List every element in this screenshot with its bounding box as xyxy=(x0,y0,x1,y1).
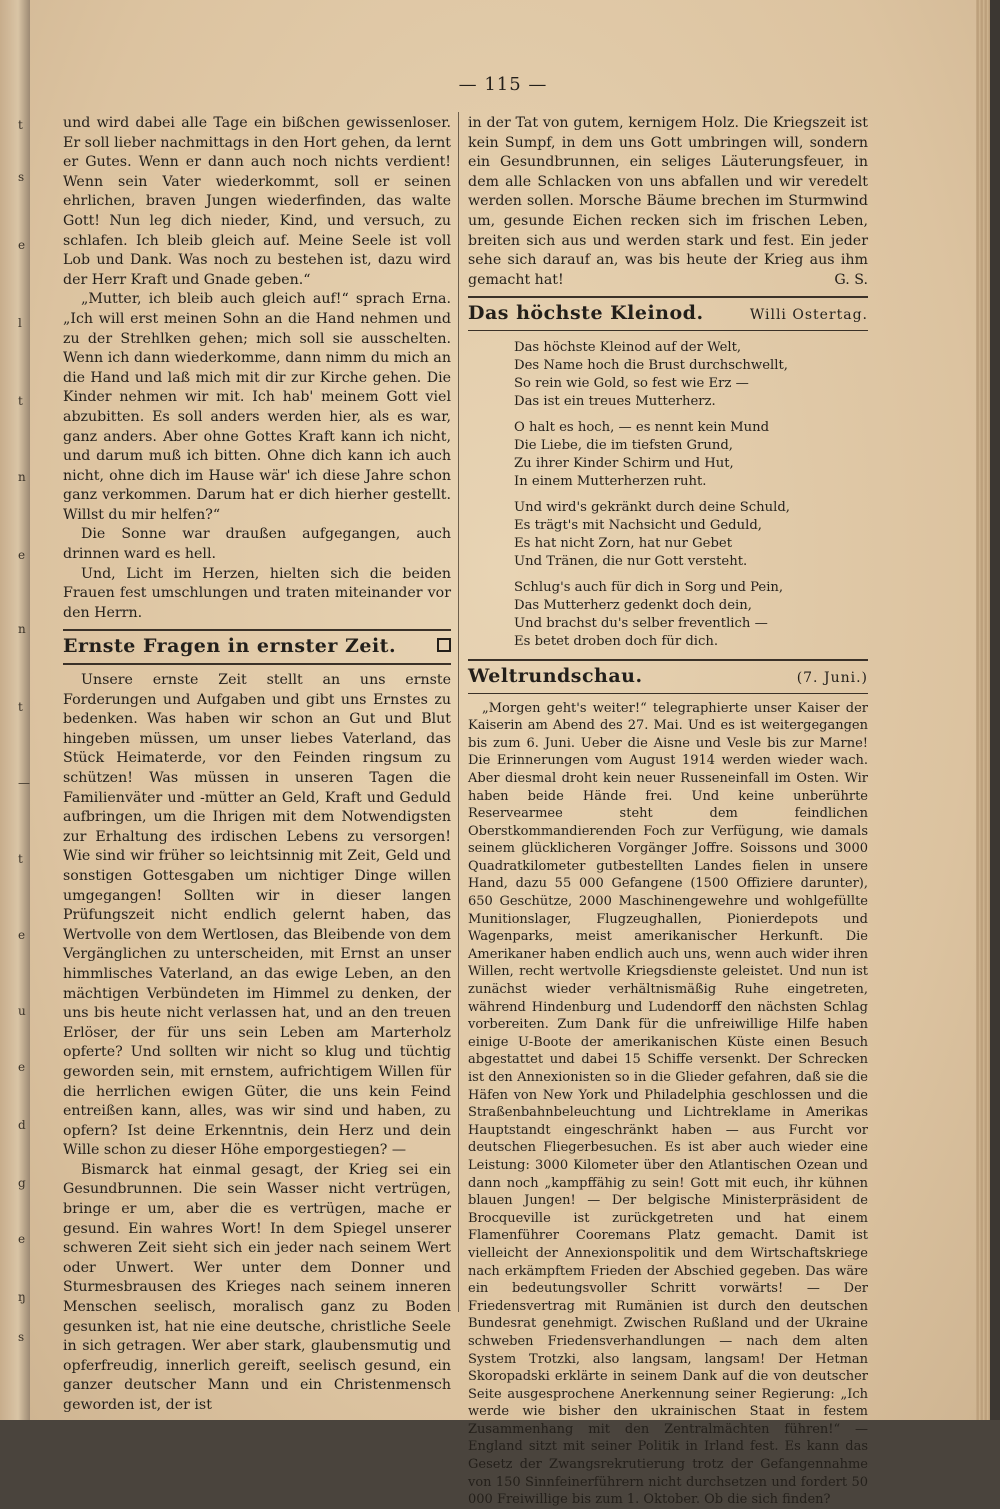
sliver-mark: e xyxy=(18,238,26,252)
book-page xyxy=(30,0,976,1508)
column-divider xyxy=(458,112,459,1312)
story-paragraph: „Mutter, ich bleib auch gleich auf!“ sprach Erna. „Ich will erst meinen Sohn an die Hand nehmen und zu der Strehlken gehen; mich soll sie ausschelten. Wenn ich dann wiederkomme, dann nimm du mich an die Hand und laß mich mit dir zur Kirche gehen. Die Kinder nehmen wir mit. Ich hab' meinem Gott viel abzubitten. Es soll anders werden hier, als es war, ganz anders. Aber ohne Gottes Kraft kann ich nicht, und darum muß ich bitten. Ohne dich kann ich auch nicht, ohne dich im Hause wär' ich diese Jahre schon ganz verkommen. Darum hat er dich hierher gestellt. Willst du mir helfen?“ xyxy=(63,291,451,523)
poem-line: Und wird's gekränkt durch deine Schuld, xyxy=(514,499,790,515)
poem-line: Die Liebe, die im tiefsten Grund, xyxy=(514,437,733,453)
sliver-mark: s xyxy=(18,1330,25,1344)
author-initials: G. S. xyxy=(834,271,868,288)
sliver-mark: e xyxy=(18,928,26,942)
section-rule xyxy=(63,629,451,631)
story-paragraph: und wird dabei alle Tage ein bißchen gewissenloser. Er soll lieber nachmittags in den Hort gehen, da lernt er Gutes. Wenn er dann auch noch nichts verdient! Wenn sein Vater wiederkommt, soll er seinen ehrlichen, braven Jungen wiederfinden, das walte Gott! Nun leg dich nieder, Kind, und versuch, zu schlafen. Ich bleib gleich auf. Meine Seele ist voll Lob und Dank. Was noch zu bestehen ist, dazu wird der Herr Kraft und Gnade geben.“ xyxy=(63,115,451,288)
poem-line: Es betet droben doch für dich. xyxy=(514,633,719,649)
poem-stanza xyxy=(514,499,868,571)
adjacent-page-edge xyxy=(0,0,30,1420)
sliver-mark: s xyxy=(18,170,25,184)
news-paragraph: „Morgen geht's weiter!“ telegraphierte unser Kaiser der Kaiserin am Abend des 27. Mai. Und es ist weitergegangen bis zum 6. Juni. Ueber die Aisne und Vesle bis zur Marne! Die Erinnerungen vom August 1914 werden wieder wach. Aber diesmal droht kein neuer Russeneinfall im Osten. Wir haben beide Hände frei. Und keine unberührte Reservearmee steht dem feindlichen Oberstkommandierenden Foch zur Verfügung, wie damals seinem glücklicheren Vorgänger Joffre. Soissons und 3000 Quadratkilometer gutbestellten Landes fielen in unsere Hand, dazu 55 000 Gefangene (1500 Offiziere darunter), 650 Geschütze, 2000 Maschinengewehre und wohlgefüllte Munitionslager, Flugzeughallen, Pionierdepots und Wagenparks, meist amerikanischer Herkunft. Die Amerikaner haben endlich auch uns, wenn auch wider ihren Willen, recht wertvolle Kriegsdienste geleistet. Und nun ist zunächst wieder verhältnismäßig Ruhe eingetreten, während Hindenburg und Ludendorff den nächsten Schlag vorbereiten. Zum Dank für die unfreiwillige Hilfe haben einige U-Boote der amerikanischen Küste einen Besuch abgestattet und dabei 15 Schiffe versenkt. Der Schrecken ist den Annexionisten so in die Glieder gefahren, daß sie die Häfen von New York und Philadelphia geschlossen und die Straßenbahnbeleuchtung und Lichtreklame in Amerikas Hauptstandt eingeschränkt haben — aus Furcht vor deutschen Fliegerbesuchen. Es ist aber auch wieder eine Leistung: 3000 Kilometer über den Atlantischen Ozean und dann noch „kampffähig zu sein! Gott mit euch, ihr kühnen blauen Jungen! — Der belgische Ministerpräsident de Brocqueville ist zurückgetreten und hat einem Flamenführer Cooremans Platz gemacht. Damit ist vielleicht der Annexionspolitik und dem Wirtschaftskriege nach erkämpftem Frieden der Abschied gegeben. Das wäre ein bedeutungsvoller Schritt vorwärts! — Der Friedensvertrag mit Rumänien ist durch den deutschen Bundesrat genehmigt. Zwischen Rußland und der Ukraine schweben Friedensverhandlungen — nach dem alten System Trotzki, also langsam, langsam! Der Hetman Skoropadski erklärte in seinem Dank auf die von deutscher Seite ausgesprochene Anerkennung seiner Regierung: „Ich werde wie bisher den ukrainischen Staat in festem Zusammenhang mit den Zentralmächten führen!“ — England sitzt mit seiner Politik in Irland fest. Es kann das Gesetz der Zwangsrekrutierung trotz der Gefangennahme von 150 Sinnfeinerführern nicht durchsetzen und fordert 50 000 Freiwillige bis zum 1. Oktober. Ob die sich finden? xyxy=(468,700,868,1508)
poem-line: Das Mutterherz gedenkt doch dein, xyxy=(514,597,752,613)
poem-line: Und brachst du's selber freventlich — xyxy=(514,615,768,631)
section-rule xyxy=(468,693,868,694)
poem-line: Schlug's auch für dich in Sorg und Pein, xyxy=(514,579,784,595)
sliver-mark: u xyxy=(18,1004,26,1018)
left-column xyxy=(63,114,451,1416)
section-title: Ernste Fragen in ernster Zeit. xyxy=(63,635,397,658)
news-heading xyxy=(468,664,868,689)
essay-continuation xyxy=(468,114,868,290)
sliver-mark: — xyxy=(18,776,30,790)
poem-title: Das höchste Kleinod. xyxy=(468,302,704,325)
sliver-mark: n xyxy=(18,470,26,484)
essay-paragraph: Bismarck hat einmal gesagt, der Krieg sei ein Gesundbrunnen. Die sein Wasser nicht vertrügen, bringe er um, aber die es vertrügen, mache er gesund. Ein wahres Wort! In dem Spiegel unserer schweren Zeit sieht sich ein jeder nach seinem Wert oder Unwert. Wer unter dem Donner und Sturmesbrausen des Krieges nach seinem inneren Menschen seelisch, moralisch ganz zu Boden gesunken ist, hat nie eine deutsche, christliche Seele in sich getragen. Wer aber stark, glaubensmutig und opferfreudig, innerlich gereift, seelisch gesund, ein ganzer deutscher Mann und ein Christenmensch geworden ist, der ist xyxy=(63,1161,451,1413)
poem-stanza xyxy=(514,419,868,491)
sliver-mark: e xyxy=(18,1232,26,1246)
essay-paragraph: Unsere ernste Zeit stellt an uns ernste Forderungen und Aufgaben und gibt uns Ernstes zu bedenken. Was haben wir schon an Gut und Blut hingeben müssen, um unser liebes Vaterland, das Stück Heimaterde, vor den Feinden ringsum zu schützen! Was müssen in unseren Tagen die Familienväter und -mütter an Geld, Kraft und Geduld aufbringen, um die Ihrigen mit dem Notwendigsten zur Erhaltung des irdischen Lebens zu versorgen! Wie sind wir früher so leichtsinnig mit Zeit, Geld und sonstigen Gottesgaben um nichtiger Dinge willen umgegangen! Sollten wir in dieser langen Prüfungszeit nicht endlich gelernt haben, das Wertvolle von dem Wertlosen, das Bleibende von dem Vergänglichen zu unterscheiden, mit Ernst an unser himmlisches Vaterland, an das ewige Leben, an den mächtigen Verbündeten im Himmel zu denken, der uns bis heute nicht verlassen hat, und an den treuen Erlöser, der für uns sein Leben am Marterholz opferte? Und sollten wir nicht so klug und tüchtig geworden sein, mit ernstem, aufrichtigem Willen für die herrlichen ewigen Güter, die uns kein Feind entreißen kann, alles, was wir sind und haben, zu opfern? Ist deine Erkenntnis, dein Herz und dein Wille schon zu dieser Höhe emporgestiegen? — xyxy=(63,672,451,1159)
poem-heading xyxy=(468,304,868,326)
poem-line: Das ist ein treues Mutterherz. xyxy=(514,393,716,409)
poem-line: In einem Mutterherzen ruht. xyxy=(514,473,707,489)
poem-line: Des Name hoch die Brust durchschwellt, xyxy=(514,357,788,373)
poem-author: Willi Ostertag. xyxy=(749,307,868,324)
sliver-mark: t xyxy=(18,700,23,714)
section-rule xyxy=(468,296,868,298)
sliver-mark: d xyxy=(18,1118,26,1132)
poem-line: Und Tränen, die nur Gott versteht. xyxy=(514,553,748,569)
section-heading xyxy=(63,637,451,657)
poem-line: Das höchste Kleinod auf der Welt, xyxy=(514,339,742,355)
news-title: Weltrundschau. xyxy=(468,664,643,687)
sliver-mark: e xyxy=(18,1060,26,1074)
right-column xyxy=(468,114,868,1509)
poem-line: So rein wie Gold, so fest wie Erz — xyxy=(514,375,749,391)
section-rule xyxy=(63,663,451,665)
section-rule xyxy=(468,659,868,661)
poem-stanza xyxy=(514,579,868,651)
sliver-mark: l xyxy=(18,316,22,330)
sliver-mark: t xyxy=(18,394,23,408)
section-rule xyxy=(468,330,868,331)
sliver-mark: t xyxy=(18,852,23,866)
poem-line: Es hat nicht Zorn, hat nur Gebet xyxy=(514,535,733,551)
sliver-mark: e xyxy=(18,548,26,562)
sliver-mark: ŋ xyxy=(18,1290,26,1304)
news-date: (7. Juni.) xyxy=(796,669,868,686)
essay-continuation-text: in der Tat von gutem, kernigem Holz. Die Kriegszeit ist kein Sumpf, in dem uns Gott umbringen will, sondern ein Gesundbrunnen, ein seliges Läuterungsfeuer, in dem alle Schlacken von uns abfallen und wir veredelt werden sollen. Morsche Bäume brechen im Sturmwind um, gesunde Eichen recken sich im frischen Leben, breiten sich aus und werden stark und fest. Ein jeder sehe sich darauf an, was bis heute der Krieg aus ihm gemacht hat! xyxy=(468,115,868,288)
poem-line: Zu ihrer Kinder Schirm und Hut, xyxy=(514,455,734,471)
poem xyxy=(514,339,868,651)
poem-stanza xyxy=(514,339,868,411)
square-ornament-icon xyxy=(437,638,451,652)
sliver-mark: g xyxy=(18,1176,26,1190)
story-paragraph: Die Sonne war draußen aufgegangen, auch drinnen ward es hell. xyxy=(63,526,451,563)
sliver-mark: n xyxy=(18,622,26,636)
story-paragraph: Und, Licht im Herzen, hielten sich die beiden Frauen fest umschlungen und traten miteinander vor den Herrn. xyxy=(63,565,451,621)
book-edge xyxy=(976,0,1000,1420)
sliver-mark: t xyxy=(18,118,23,132)
news-body xyxy=(468,700,868,1509)
page-number: — 115 — xyxy=(458,74,548,95)
poem-line: Es trägt's mit Nachsicht und Geduld, xyxy=(514,517,762,533)
poem-line: O halt es hoch, — es nennt kein Mund xyxy=(514,419,770,435)
